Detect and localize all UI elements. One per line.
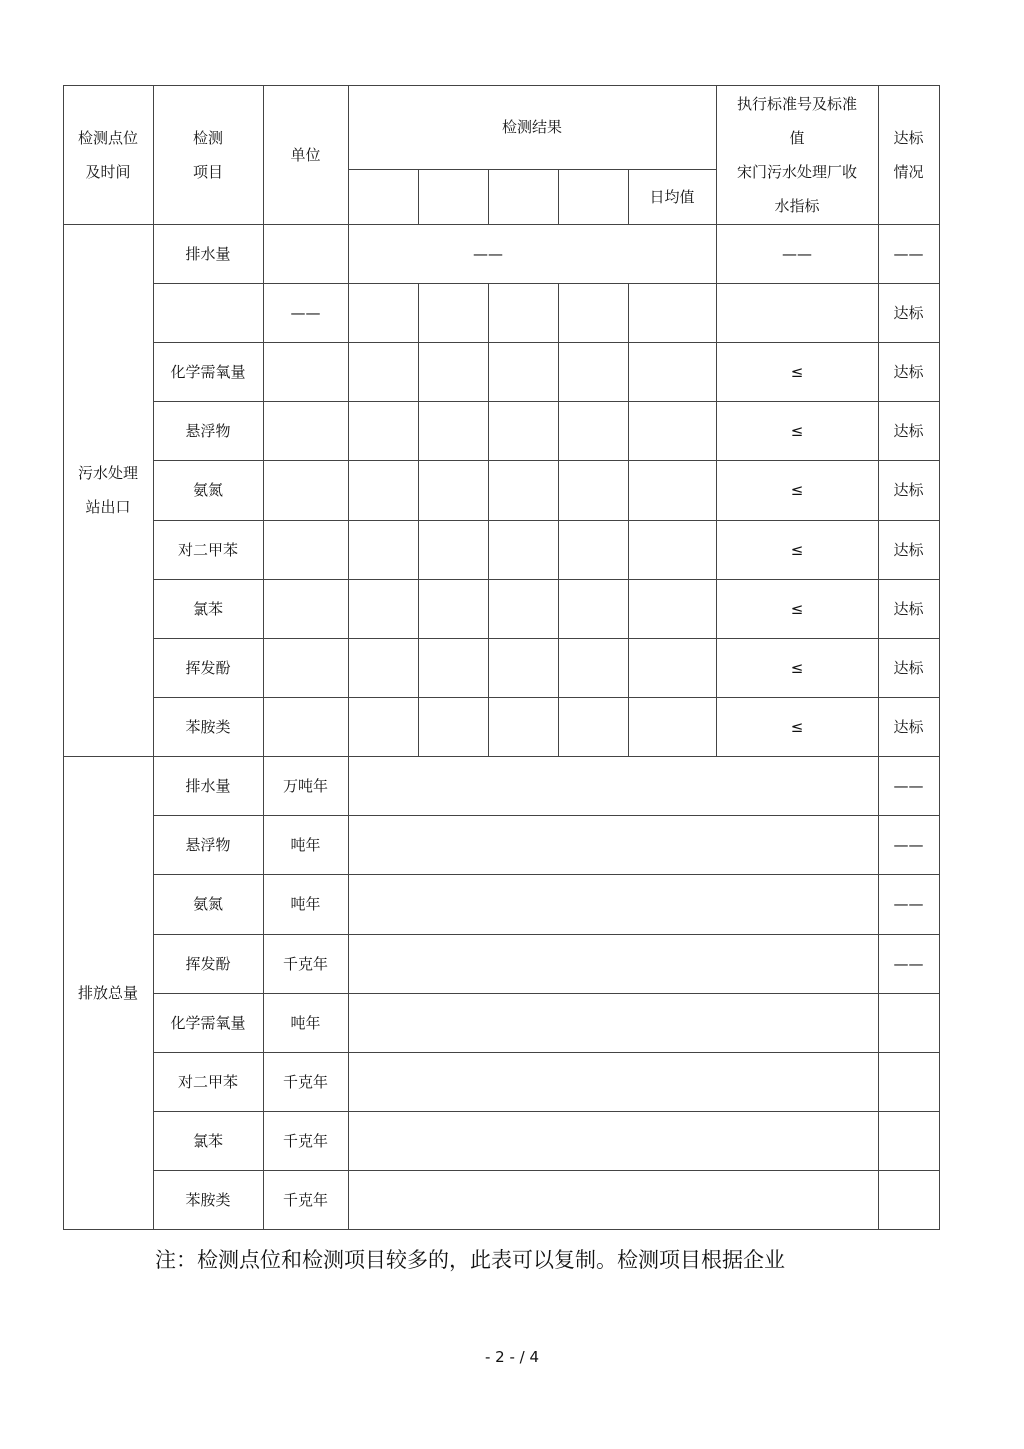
row-item: 苯胺类	[185, 717, 231, 736]
row-status: 达标	[893, 717, 924, 736]
row-unit	[263, 520, 348, 579]
row-item: 挥发酚	[185, 954, 231, 973]
row-standard: ≤	[790, 421, 804, 440]
row-status: 达标	[893, 303, 924, 322]
row-unit: 吨年	[290, 895, 321, 913]
row-item: 对二甲苯	[177, 1072, 238, 1091]
row-item: 氨氮	[192, 481, 223, 499]
row-item: 苯胺类	[185, 1190, 231, 1209]
row-daily-avg	[628, 283, 716, 342]
row-daily-avg	[628, 520, 716, 579]
row-item: 悬浮物	[185, 835, 231, 854]
row-status: 达标	[893, 599, 924, 618]
header-item: 检测 项目	[192, 128, 223, 181]
header-status: 达标 情况	[893, 128, 924, 181]
row-item: 挥发酚	[185, 658, 231, 677]
row-standard: ≤	[790, 540, 804, 559]
row-results: ——	[473, 244, 503, 263]
table-rule	[488, 283, 489, 757]
table-rule	[63, 1229, 940, 1230]
row-status: ——	[893, 244, 924, 263]
row-daily-avg	[628, 579, 716, 638]
row-status: 达标	[893, 540, 924, 559]
row-unit: ——	[290, 303, 321, 322]
row-status: 达标	[893, 658, 924, 677]
row-item: 氨氮	[192, 895, 223, 913]
row-item: 悬浮物	[185, 421, 231, 440]
row-daily-avg	[628, 697, 716, 756]
row-item: 对二甲苯	[177, 540, 238, 559]
header-unit: 单位	[290, 145, 321, 164]
row-status	[878, 1111, 939, 1170]
row-standard: ≤	[790, 481, 804, 499]
row-status: 达标	[893, 481, 924, 499]
header-daily-avg: 日均值	[649, 187, 695, 206]
header-standard: 执行标准号及标准 值 宋门污水处理厂收 水指标	[736, 94, 857, 215]
row-standard: ≤	[790, 599, 804, 618]
row-unit	[263, 342, 348, 401]
row-unit: 千克年	[282, 1131, 328, 1150]
row-status	[878, 1170, 939, 1229]
row-unit	[263, 579, 348, 638]
row-status: 达标	[893, 421, 924, 440]
row-standard	[716, 283, 878, 342]
row-unit: 吨年	[290, 835, 321, 854]
row-item: 排水量	[185, 776, 231, 795]
table-note: 注：检测点位和检测项目较多的，此表可以复制。检测项目根据企业	[155, 1248, 785, 1272]
row-daily-avg	[628, 460, 716, 520]
row-unit	[263, 224, 348, 283]
row-standard: ≤	[790, 717, 804, 736]
row-status: ——	[893, 954, 924, 973]
row-standard: ——	[782, 244, 812, 263]
row-daily-avg	[628, 224, 716, 283]
row-unit: 千克年	[282, 1190, 328, 1209]
monitoring-table	[63, 85, 940, 1230]
row-item: 化学需氧量	[170, 362, 246, 381]
row-item: 氯苯	[192, 1131, 223, 1150]
section-label-total: 排放总量	[77, 983, 138, 1002]
header-results: 检测结果	[501, 118, 562, 136]
row-unit: 千克年	[282, 954, 328, 973]
row-standard: ≤	[790, 658, 804, 677]
table-rule	[488, 169, 489, 225]
row-item: 氯苯	[192, 599, 223, 618]
table-rule	[558, 283, 559, 757]
row-daily-avg	[628, 638, 716, 697]
row-status	[878, 1052, 939, 1111]
table-rule	[939, 85, 940, 1230]
row-unit	[263, 697, 348, 756]
row-status: ——	[893, 835, 924, 854]
table-rule	[418, 169, 419, 225]
header-point-time: 检测点位 及时间	[77, 128, 138, 181]
row-item: 排水量	[185, 244, 231, 263]
row-unit: 吨年	[290, 1013, 321, 1032]
row-standard: ≤	[790, 362, 804, 381]
row-unit: 万吨年	[282, 776, 328, 795]
row-item	[153, 283, 263, 342]
row-unit	[263, 401, 348, 460]
page-number: - 2 - / 4	[484, 1348, 540, 1366]
section-label-outlet: 污水处理 站出口	[77, 464, 138, 516]
row-unit	[263, 460, 348, 520]
row-status: ——	[893, 776, 924, 795]
row-daily-avg	[628, 401, 716, 460]
row-daily-avg	[628, 342, 716, 401]
row-item: 化学需氧量	[170, 1013, 246, 1032]
row-status	[878, 993, 939, 1052]
table-rule	[418, 283, 419, 757]
table-rule	[558, 169, 559, 225]
row-status: ——	[893, 895, 924, 913]
row-unit	[263, 638, 348, 697]
row-unit: 千克年	[282, 1072, 328, 1091]
row-status: 达标	[893, 362, 924, 381]
